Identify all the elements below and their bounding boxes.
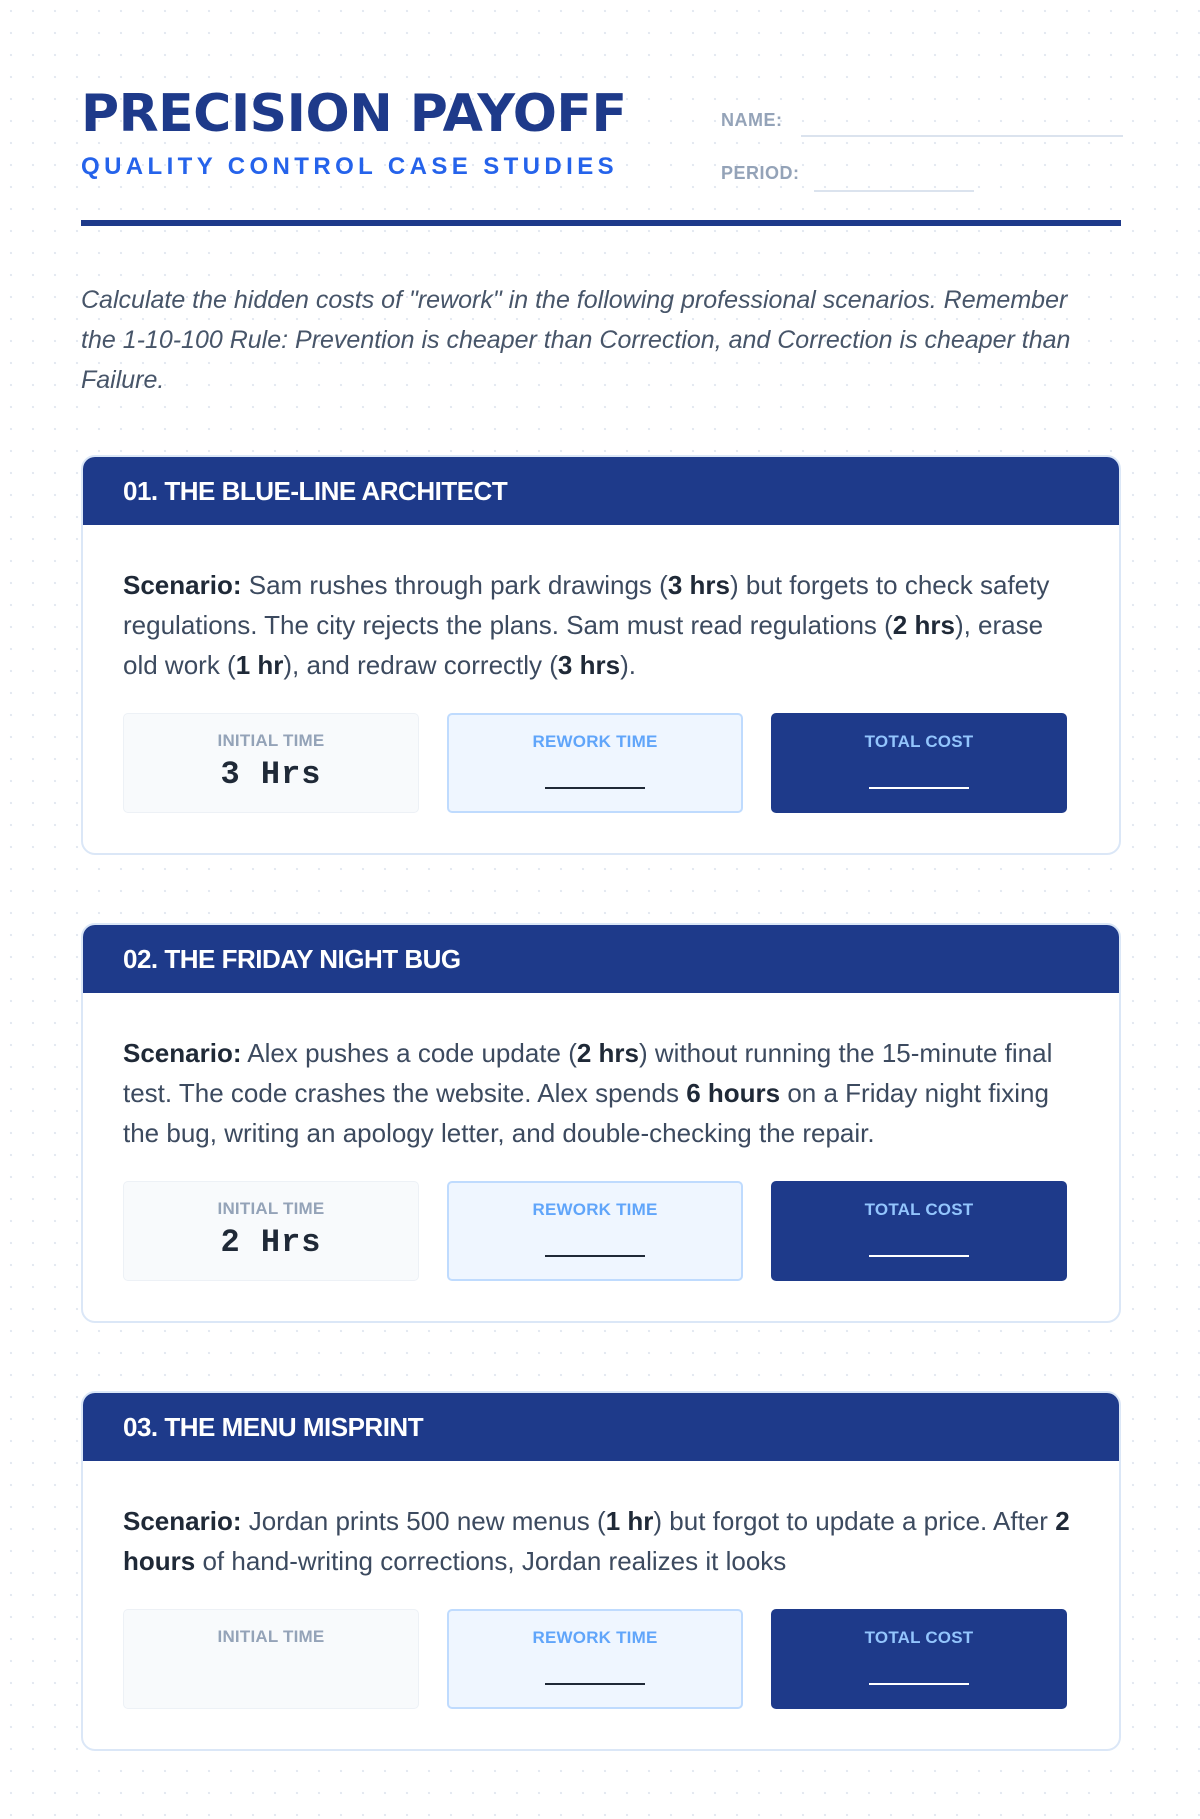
header-divider: [81, 220, 1121, 226]
worksheet-header: [81, 0, 1121, 228]
total-cost-box[interactable]: [771, 713, 1067, 813]
total-cost-blank[interactable]: [869, 787, 969, 789]
scenario-label: Scenario:: [123, 570, 242, 600]
case-card: [81, 455, 1121, 855]
metrics-row: [123, 1181, 1079, 1281]
case-body: [83, 993, 1119, 1321]
scenario-fragment: of hand-writing corrections, Jordan realizes it looks: [195, 1546, 787, 1576]
scenario-fragment: ), and redraw correctly (: [283, 650, 558, 680]
scenario-fragment: on a Friday night fixing the bug, writing an apology letter, and double-checking the repair.: [123, 1078, 1049, 1148]
scenario-fragment: ) but forgot to update a price. After: [653, 1506, 1056, 1536]
rework-time-label: REWORK TIME: [532, 1628, 658, 1647]
scenario-emphasis: 3 hrs: [667, 570, 730, 600]
page-subtitle: QUALITY CONTROL CASE STUDIES: [81, 153, 619, 180]
initial-time-label: INITIAL TIME: [217, 1627, 325, 1646]
scenario-fragment: ) but forgets to check safety regulations. The city rejects the plans. Sam must read regulations (: [123, 570, 1050, 640]
scenario-label: Scenario:: [123, 1506, 242, 1536]
rework-time-box[interactable]: [447, 1609, 743, 1709]
metrics-row: [123, 1609, 1079, 1709]
case-title: 01. THE BLUE-LINE ARCHITECT: [83, 457, 1119, 525]
scenario-emphasis: 2 hrs: [576, 1038, 640, 1068]
total-cost-blank[interactable]: [869, 1683, 969, 1685]
rework-time-blank[interactable]: [545, 1683, 645, 1685]
rework-time-label: REWORK TIME: [532, 732, 658, 751]
scenario-emphasis: 1 hr: [605, 1506, 654, 1536]
rework-time-label: REWORK TIME: [532, 1200, 658, 1219]
case-title: 03. THE MENU MISPRINT: [83, 1393, 1119, 1461]
rework-time-box[interactable]: [447, 1181, 743, 1281]
scenario-emphasis: 6 hours: [686, 1078, 781, 1108]
case-card: [81, 923, 1121, 1323]
scenario-fragment: ).: [620, 650, 636, 680]
total-cost-blank[interactable]: [869, 1255, 969, 1257]
rework-time-blank[interactable]: [545, 1255, 645, 1257]
total-cost-label: TOTAL COST: [864, 1628, 974, 1647]
initial-time-value: 3 Hrs: [220, 756, 322, 793]
initial-time-label: INITIAL TIME: [217, 731, 325, 750]
case-body: [83, 525, 1119, 853]
scenario-emphasis: 1 hr: [235, 650, 284, 680]
initial-time-value: 2 Hrs: [220, 1224, 322, 1261]
period-label: PERIOD:: [721, 163, 800, 183]
scenario-fragment: ), erase old work (: [123, 610, 1044, 680]
scenario-text: [123, 1501, 1079, 1581]
initial-time-box: [123, 713, 419, 813]
scenario-text: [123, 565, 1079, 685]
case-list: [81, 455, 1121, 1819]
metrics-row: [123, 713, 1079, 813]
scenario-emphasis: 3 hrs: [557, 650, 621, 680]
case-card: [81, 1391, 1121, 1751]
total-cost-box[interactable]: [771, 1609, 1067, 1709]
intro-text: Calculate the hidden costs of "rework" in the following professional scenarios. Remember the 1-10-100 Rule: Prevention is cheaper than Correction, and Correction is cheaper than Failure.: [81, 286, 1071, 394]
total-cost-label: TOTAL COST: [864, 1200, 974, 1219]
scenario-fragment: Sam rushes through park drawings (: [241, 570, 668, 600]
rework-time-box[interactable]: [447, 713, 743, 813]
initial-time-label: INITIAL TIME: [217, 1199, 325, 1218]
rework-time-blank[interactable]: [545, 787, 645, 789]
name-field[interactable]: [801, 135, 1123, 137]
total-cost-box[interactable]: [771, 1181, 1067, 1281]
case-body: [83, 1461, 1119, 1749]
name-label: NAME:: [721, 110, 783, 130]
scenario-emphasis: 2 hours: [123, 1506, 1070, 1576]
scenario-fragment: Jordan prints 500 new menus (: [241, 1506, 606, 1536]
scenario-label: Scenario:: [123, 1038, 242, 1068]
scenario-text: [123, 1033, 1079, 1153]
scenario-fragment: ) without running the 15-minute final test. The code crashes the website. Alex spends: [123, 1038, 1053, 1108]
scenario-fragment: Alex pushes a code update (: [241, 1038, 577, 1068]
scenario-emphasis: 2 hrs: [892, 610, 955, 640]
page-title: PRECISION PAYOFF: [81, 84, 627, 144]
case-title: 02. THE FRIDAY NIGHT BUG: [83, 925, 1119, 993]
total-cost-label: TOTAL COST: [864, 732, 974, 751]
initial-time-box: [123, 1181, 419, 1281]
initial-time-box: [123, 1609, 419, 1709]
period-field[interactable]: [814, 190, 974, 192]
worksheet: [81, 0, 1121, 1647]
